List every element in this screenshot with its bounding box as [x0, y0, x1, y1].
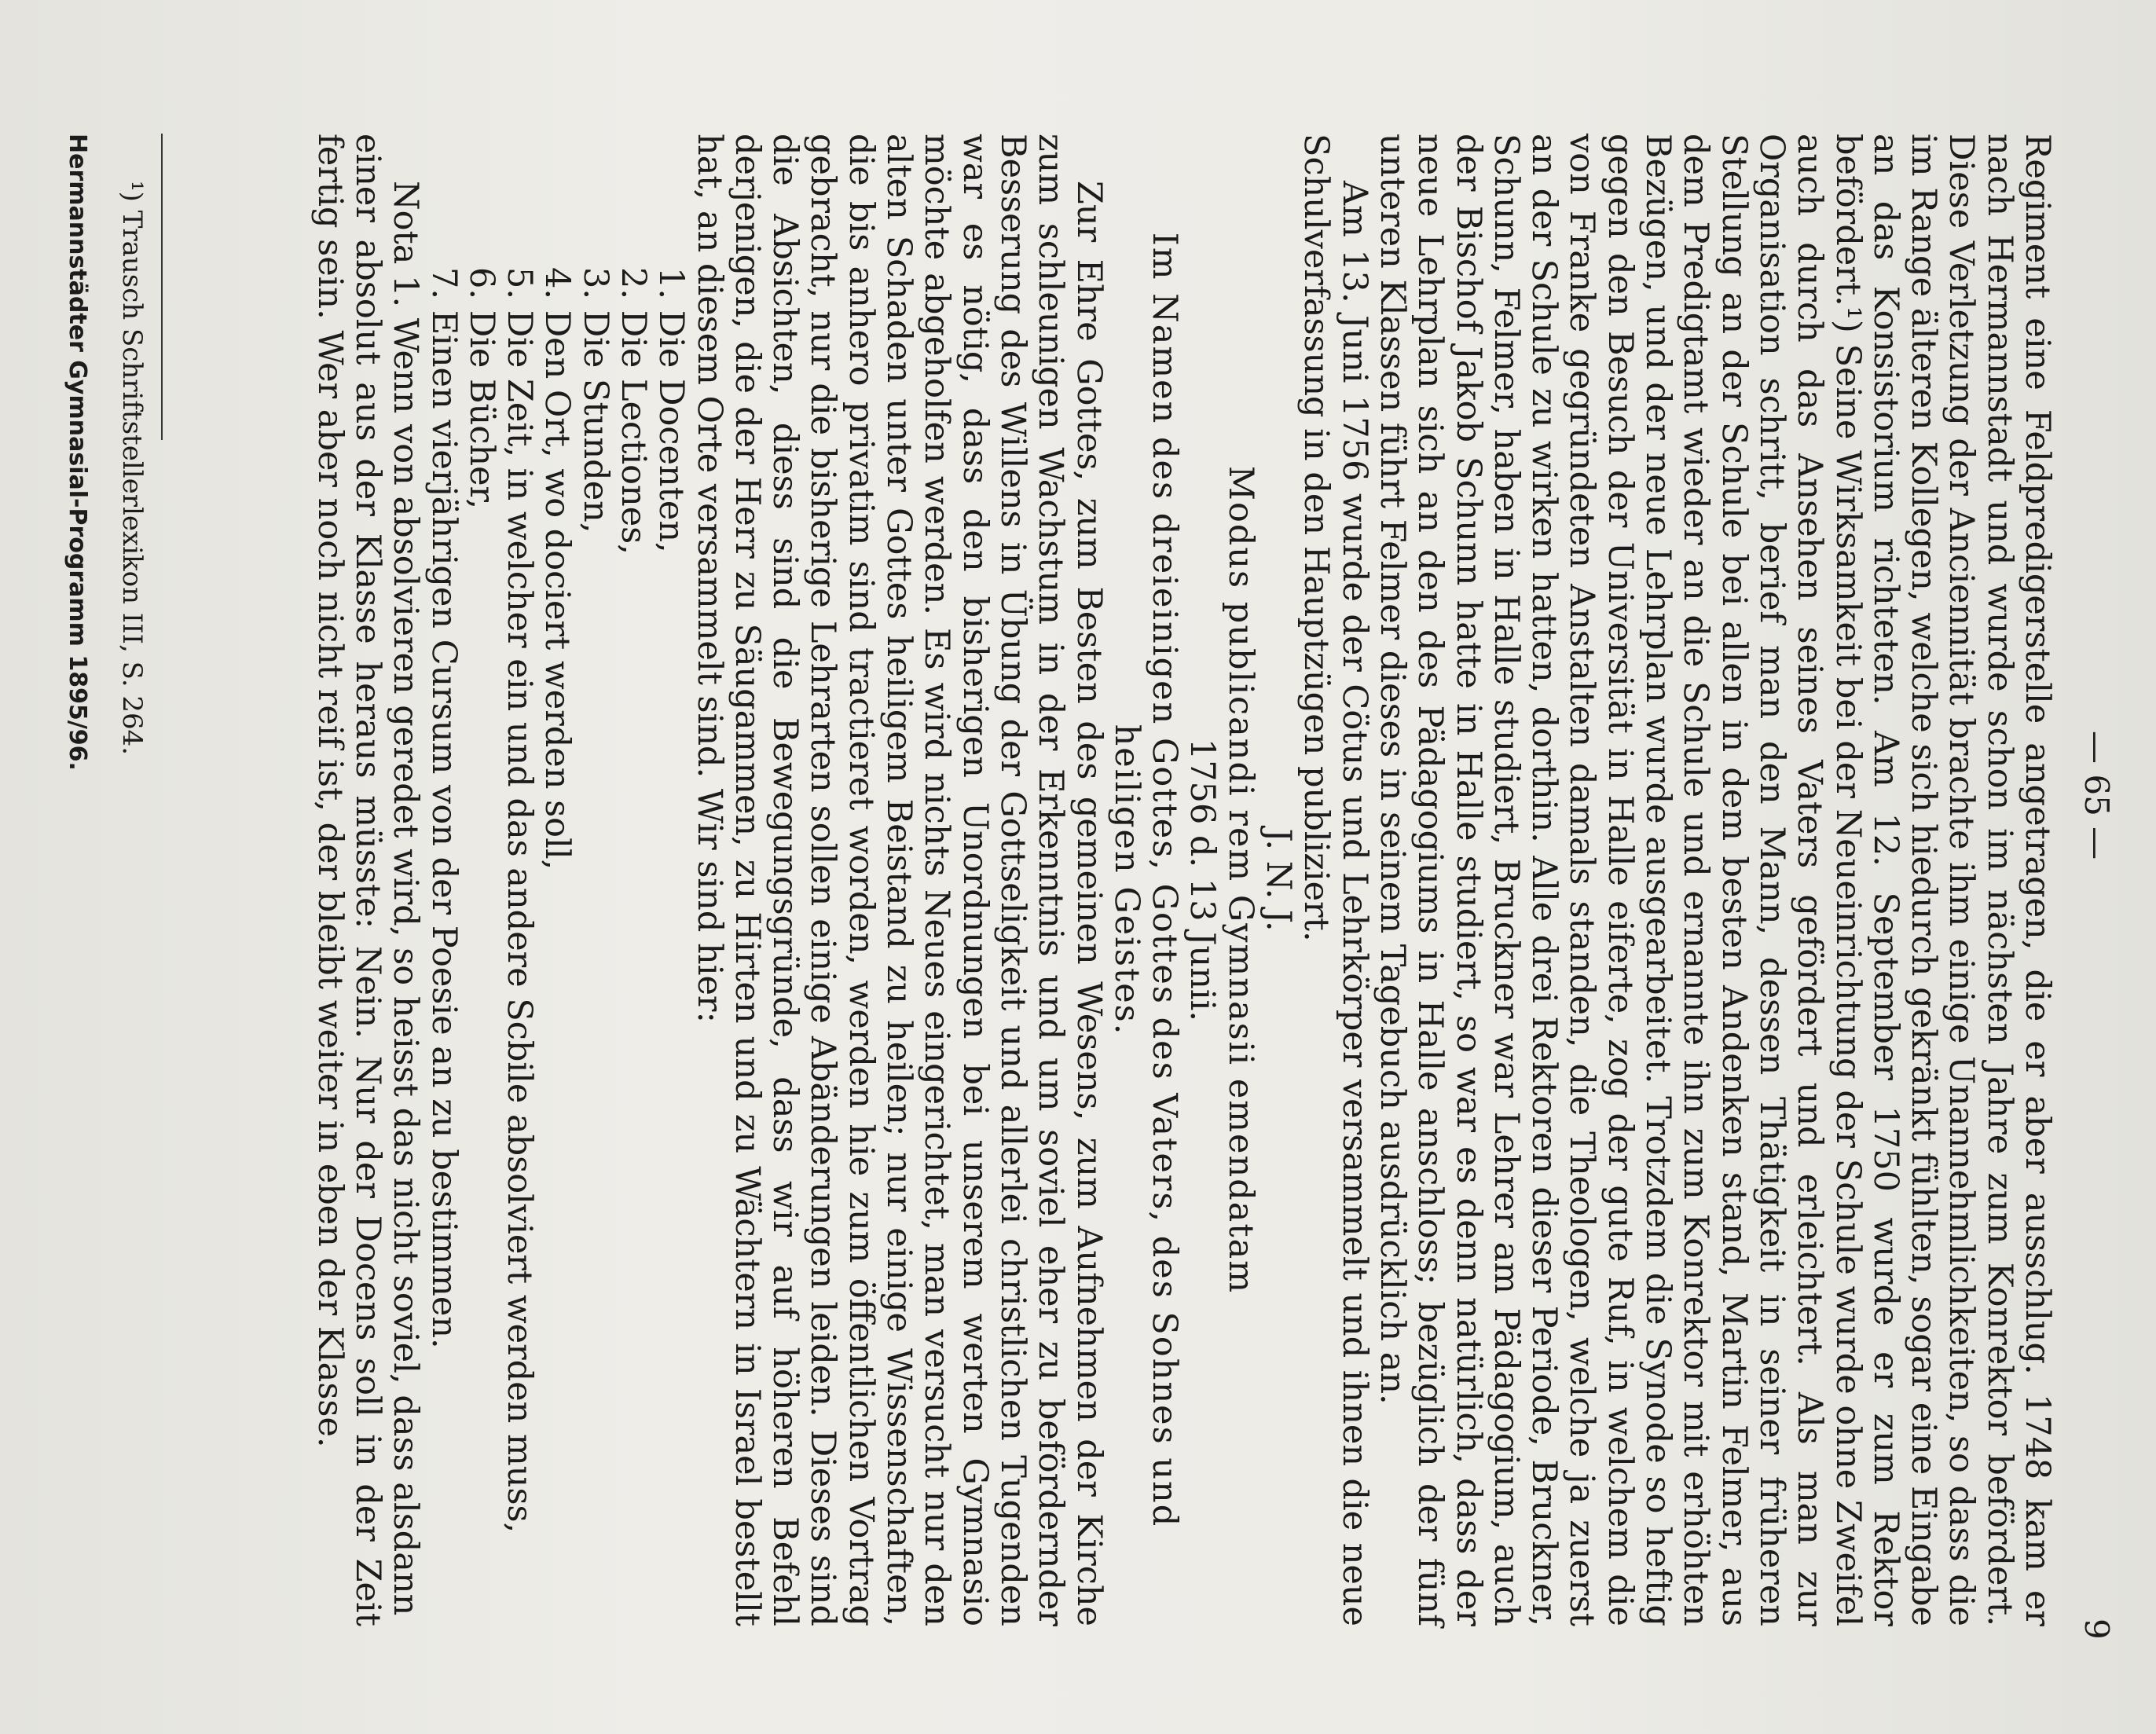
list-item: 7. Einen vierjährigen Cursum von der Poesie an zu bestimmen. — [424, 267, 464, 1349]
topic-list — [424, 134, 690, 1626]
body-text — [310, 134, 2056, 1626]
imprint-line: Hermannstädter Gymnasial-Programm 1895/96. — [64, 134, 91, 771]
heading-modus: Modus publicandi rem Gymnasii emendatam — [1220, 465, 1260, 1295]
paragraph: Am 13. Juni 1756 wurde der Cötus und Lehrkörper versammelt und ihnen die neue Schulverfassung in den Hauptzügen publiziert. — [1296, 134, 1374, 1626]
nota-body: einer absolut aus der Klasse heraus müsste: Nein. Nur der Docens soll in der Zeit fertig sein. Wer aber noch nicht reif ist, der bleibt weiter in eben der Klasse. — [310, 134, 387, 1626]
list-item: 2. Die Lectiones, — [614, 267, 654, 555]
invocation: Im Namen des dreieinigen Gottes, Gottes des Vaters, des Sohnes und — [1145, 232, 1185, 1528]
heading-date: 1756 d. 13 Junii. — [1182, 738, 1223, 1022]
list-item: 6. Die Bücher, — [461, 267, 501, 510]
list-item: 5. Die Zeit, in welcher ein und das andere Scbile absolviert werden muss, — [500, 267, 540, 1534]
heading-jnj: J. N. J. — [1259, 828, 1299, 932]
paragraph: Regiment eine Feldpredigerstelle angetragen, die er aber ausschlug. 1748 kam er nach Hermannstadt und wurde schon im nächsten Jahre zum Konrektor befördert. Diese Verletzung der Anciennität brachte ihm einige Unannehmlichkeiten, so dass die im Range älteren Kollegen, welche sich hiedurch gekränkt fühlten, sogar eine Eingabe an das Konsistorium richteten. Am 12. September 1750 wurde er zum Rektor befördert.¹) Seine Wirksamkeit bei der Neueinrichtung der Schule wurde ohne Zweifel auch durch das Ansehen seines Vaters gefördert und erleichtert. Als man zur Organisation schritt, berief man den Mann, dessen Thätigkeit in seiner früheren Stellung an der Schule bei allen in dem besten Andenken stand, Martin Felmer, aus dem Predigtamt wieder an die Schule und ernannte ihn zum Konrektor mit erhöhten Bezügen, und der neue Lehrplan wurde ausgearbeitet. Trotzdem die Synode so heftig gegen den Besuch der Universität in Halle eiferte, zog der gute Ruf, in welchem die von Franke gegründeten Anstalten damals standen, die Theologen, welche ja zuerst an der Schule zu wirken hatten, dorthin. Alle drei Rektoren dieser Periode, Bruckner, Schunn, Felmer, haben in Halle studiert, Bruckner war Lehrer am Pädagogium, auch der Bischof Jakob Schunn hatte in Halle studiert, so war es denn natürlich, dass der neue Lehrplan sich an den des Pädagogiums in Halle anschloss; bezüglich der fünf unteren Klassen führt Felmer dieses in seinem Tagebuch ausdrücklich an. — [1372, 134, 2057, 1626]
footnote: ¹) Trausch Schriftstellerlexikon III, S. 264. — [116, 181, 148, 756]
page-header — [2074, 134, 2116, 1640]
footnote-divider — [161, 134, 163, 440]
page-number: — 65 — — [2077, 731, 2116, 860]
invocation-continued: heiligen Geistes. — [1106, 724, 1146, 1036]
list-item: 1. Die Docenten, — [651, 267, 691, 553]
nota-first-line: Nota 1. Wenn von absolvieren geredet wird, so heisst das nicht soviel, dass alsdann — [386, 181, 426, 1616]
sheet-signature-number: 9 — [2077, 1619, 2116, 1640]
list-item: 4. Den Ort, wo dociert werden soll, — [537, 267, 578, 871]
rotated-printed-page — [9, 134, 2116, 1640]
list-item: 3. Die Stunden, — [575, 267, 615, 533]
paragraph: Zur Ehre Gottes, zum Besten des gemeinen Wesens, zum Aufnehmen der Kirche zum schleunigen Wachstum in der Erkenntnis und um soviel eher zu befördernder Besserung des Willens in Übung der Gottseligkeit und allerlei christlichen Tugenden war es nötig, dass den bisherigen Unordnungen bei unserem werten Gymnasio möchte abgeholfen werden. Es wird nichts Neues eingerichtet, man versucht nur den alten Schaden unter Gottes heiligem Beistand zu heilen; nur einige Wissenschaften, die bis anhero privatim sind tractieret worden, werden hie zum öffentlichen Vortrag gebracht, nur die bisherige Lehrarten sollen einige Abänderungen leiden. Dieses sind die Absichten, diess sind die Bewegungsgründe, dass wir auf höheren Befehl derjenigen, die der Herr zu Säugammen, zu Hirten und zu Wächtern in Israel bestellt hat, an diesem Orte versammelt sind. Wir sind hier: — [689, 134, 1109, 1626]
